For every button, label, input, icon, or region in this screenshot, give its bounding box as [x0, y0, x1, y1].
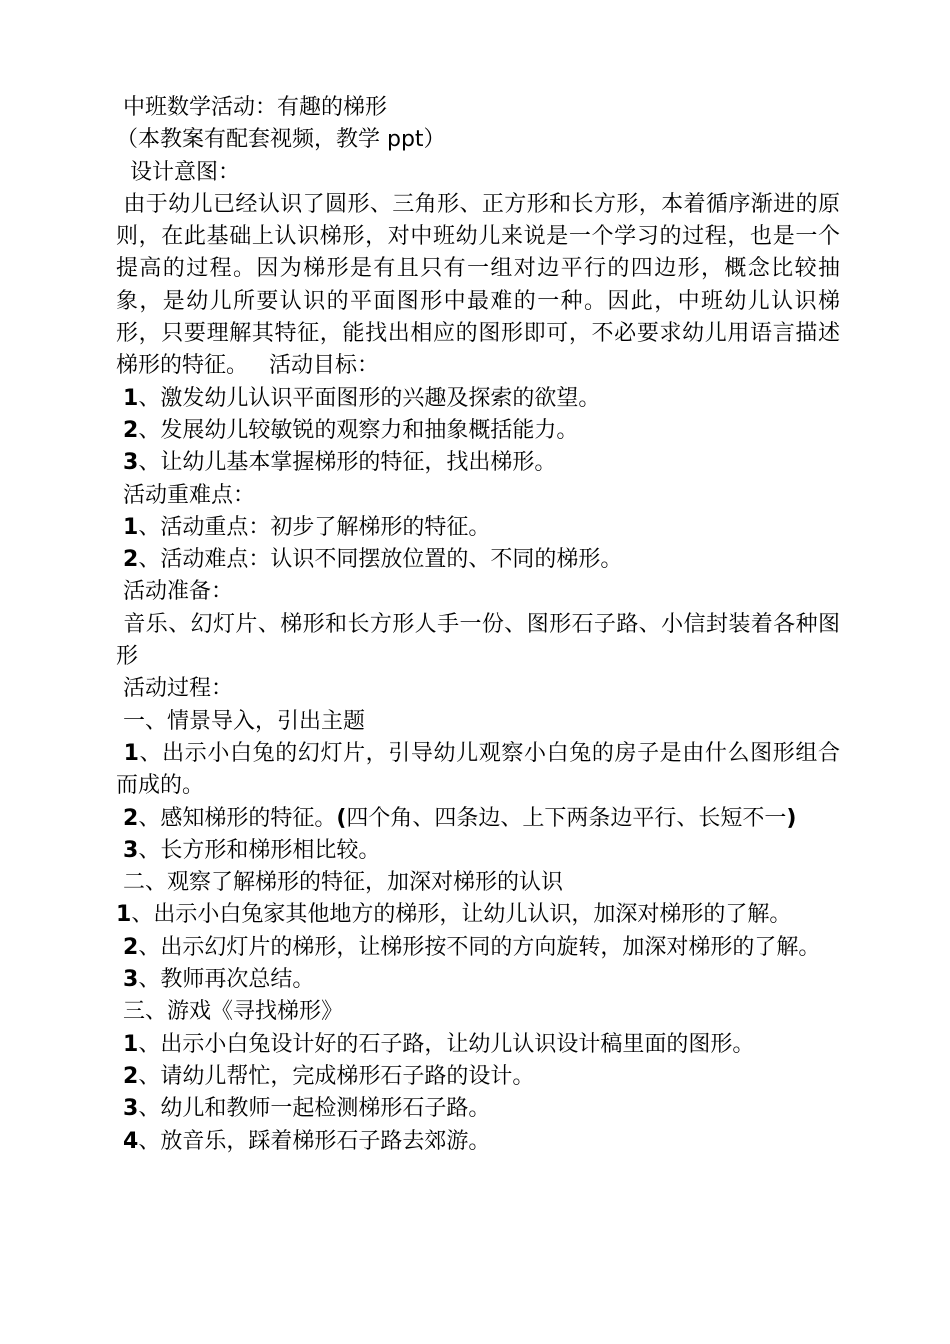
- goal-text: 、激发幼儿认识平面图形的兴趣及探索的欲望。: [138, 385, 601, 411]
- design-paragraph: [116, 189, 840, 383]
- item-text: 、出示小白兔家其他地方的梯形，让幼儿认识，加深对梯形的了解。: [131, 902, 792, 928]
- item-number: 3: [123, 967, 139, 993]
- item-text: 、长方形和梯形相比较。: [138, 837, 381, 863]
- item-text-detail: 四个角、四条边、上下两条边平行、长短不一: [346, 805, 787, 831]
- item-text: 、出示小白兔设计好的石子路，让幼儿认识设计稿里面的图形。: [138, 1031, 755, 1057]
- item-text: 、请幼儿帮忙，完成梯形石子路的设计。: [138, 1063, 535, 1089]
- key-item: [116, 512, 840, 544]
- item-text: 、出示小白兔的幻灯片，引导幼儿观察小白兔的房子是由什么图形组合而成的。: [116, 740, 840, 799]
- goal-number: 2: [123, 417, 139, 443]
- goal-item: [116, 447, 840, 479]
- section-heading: [116, 996, 840, 1028]
- prep-heading-text: 活动准备：: [123, 579, 234, 605]
- process-item: [116, 738, 840, 803]
- design-text: 由于幼儿已经认识了圆形、三角形、正方形和长方形，本着循序渐进的原则，在此基础上认识梯形，对中班幼儿来说是一个学习的过程，也是一个提高的过程。因为梯形是有且只有一组对边平行的四边形，概念比较抽象，是幼儿所要认识的平面图形中最难的一种。因此，中班幼儿认识梯形，只要理解其特征，能找出相应的图形即可，不必要求幼儿用语言描述梯形的特征。: [116, 191, 840, 379]
- key-number: 2: [123, 547, 139, 573]
- section-heading-text: 二、观察了解梯形的特征，加深对梯形的认识: [123, 870, 564, 896]
- key-item: [116, 544, 840, 576]
- process-heading: [116, 673, 840, 705]
- goal-number: 3: [123, 450, 139, 476]
- prep-heading: [116, 576, 840, 608]
- process-item: [116, 1061, 840, 1093]
- item-text: 、感知梯形的特征。: [138, 805, 337, 831]
- item-number: 3: [123, 837, 139, 863]
- key-text: 、活动重点：初步了解梯形的特征。: [138, 514, 491, 540]
- section-heading: [116, 706, 840, 738]
- key-heading: [116, 480, 840, 512]
- process-item: [116, 1093, 840, 1125]
- goal-text: 、让幼儿基本掌握梯形的特征，找出梯形。: [138, 450, 557, 476]
- section-heading: [116, 867, 840, 899]
- goals-heading: 活动目标：: [269, 353, 380, 379]
- process-item: [116, 835, 840, 867]
- process-item: [116, 1126, 840, 1158]
- process-item: [116, 932, 840, 964]
- key-number: 1: [123, 514, 139, 540]
- item-number: 2: [123, 805, 139, 831]
- note-text: （本教案有配套视频，教学 ppt）: [116, 127, 446, 153]
- process-item: [116, 803, 840, 835]
- design-heading: [116, 157, 840, 189]
- design-heading-text: 设计意图：: [130, 159, 241, 185]
- item-paren-close: ): [786, 805, 797, 831]
- item-number: 2: [123, 934, 139, 960]
- item-number: 1: [123, 740, 139, 766]
- key-heading-text: 活动重难点：: [123, 482, 256, 508]
- process-item: [116, 964, 840, 996]
- key-text: 、活动难点：认识不同摆放位置的、不同的梯形。: [138, 547, 623, 573]
- document-note: [116, 124, 840, 156]
- title-text: 中班数学活动：有趣的梯形: [123, 95, 388, 120]
- item-number: 1: [116, 902, 132, 928]
- item-number: 2: [123, 1063, 139, 1089]
- goal-text: 、发展幼儿较敏锐的观察力和抽象概括能力。: [138, 417, 579, 443]
- item-number: 3: [123, 1096, 139, 1122]
- goal-number: 1: [123, 385, 139, 411]
- process-item: [116, 1029, 840, 1061]
- document-title: [116, 92, 840, 124]
- item-text: 、教师再次总结。: [138, 967, 315, 993]
- item-text: 、幼儿和教师一起检测梯形石子路。: [138, 1096, 491, 1122]
- item-paren-open: (: [336, 805, 347, 831]
- item-number: 4: [123, 1128, 139, 1154]
- goal-item: [116, 383, 840, 415]
- section-heading-text: 一、情景导入，引出主题: [123, 708, 366, 734]
- section-heading-text: 三、游戏《寻找梯形》: [123, 999, 344, 1025]
- item-text: 、出示幻灯片的梯形，让梯形按不同的方向旋转，加深对梯形的了解。: [138, 934, 821, 960]
- process-item: [116, 899, 840, 931]
- process-heading-text: 活动过程：: [123, 676, 234, 702]
- prep-text: 音乐、幻灯片、梯形和长方形人手一份、图形石子路、小信封装着各种图形: [116, 611, 840, 670]
- item-number: 1: [123, 1031, 139, 1057]
- goal-item: [116, 415, 840, 447]
- item-text: 、放音乐，踩着梯形石子路去郊游。: [138, 1128, 491, 1154]
- prep-paragraph: [116, 609, 840, 674]
- lesson-plan-body: [116, 92, 840, 1158]
